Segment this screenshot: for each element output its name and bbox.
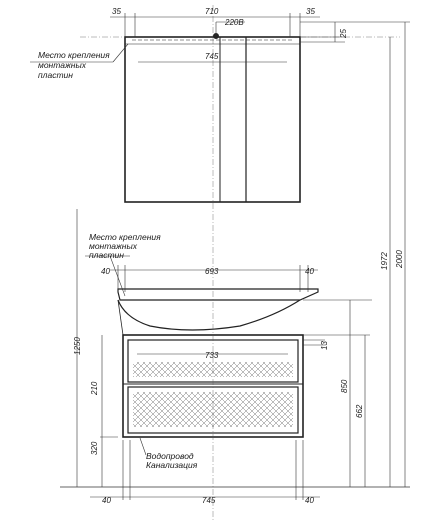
mount-note-vanity-line-1: Место крепления	[89, 232, 161, 242]
dim-basin-left: 40	[101, 267, 110, 276]
mount-note-vanity-line-2: монтажных	[89, 241, 137, 251]
basin-bowl	[118, 300, 300, 330]
dim-bottom-left: 40	[102, 496, 111, 505]
dim-cabinet-inner-width: 745	[205, 52, 219, 61]
dim-basin-right: 40	[305, 267, 314, 276]
dim-top-right-margin: 35	[306, 7, 315, 16]
dim-cabinet-top: 1972	[380, 252, 389, 270]
utility-sewer: Канализация	[146, 460, 198, 470]
dim-counter-height: 850	[340, 379, 349, 393]
dim-bottom-right: 40	[305, 496, 314, 505]
dim-drawer-top: 662	[355, 404, 364, 418]
utility-water: Водопровод	[146, 451, 194, 461]
dim-cabinet-top-offset: 25	[339, 29, 348, 38]
center-lines	[80, 5, 400, 520]
mount-note-top-line-1: Место крепления	[38, 50, 110, 60]
dim-basin-width: 693	[205, 267, 219, 276]
dim-top-left-margin: 35	[112, 7, 121, 16]
dim-drawer-height: 210	[90, 381, 99, 395]
mount-note-vanity	[85, 232, 161, 296]
dim-power-label: 220В	[225, 18, 244, 27]
mount-note-vanity-line-3: пластин	[89, 250, 124, 260]
dim-drawer-offset: 13	[320, 341, 329, 350]
dim-leg-height: 320	[90, 441, 99, 455]
utilities-note	[140, 438, 198, 470]
dim-bottom-width: 745	[202, 496, 216, 505]
dim-cabinet-width: 710	[205, 7, 219, 16]
dim-total-height: 2000	[395, 250, 404, 268]
dim-vanity-height: 1250	[73, 337, 82, 355]
mount-note-top-line-2: монтажных	[38, 60, 86, 70]
mount-note-top-line-3: пластин	[38, 70, 73, 80]
basin-countertop	[118, 289, 318, 300]
dim-drawer-width: 733	[205, 351, 219, 360]
mount-note-top	[30, 44, 128, 80]
